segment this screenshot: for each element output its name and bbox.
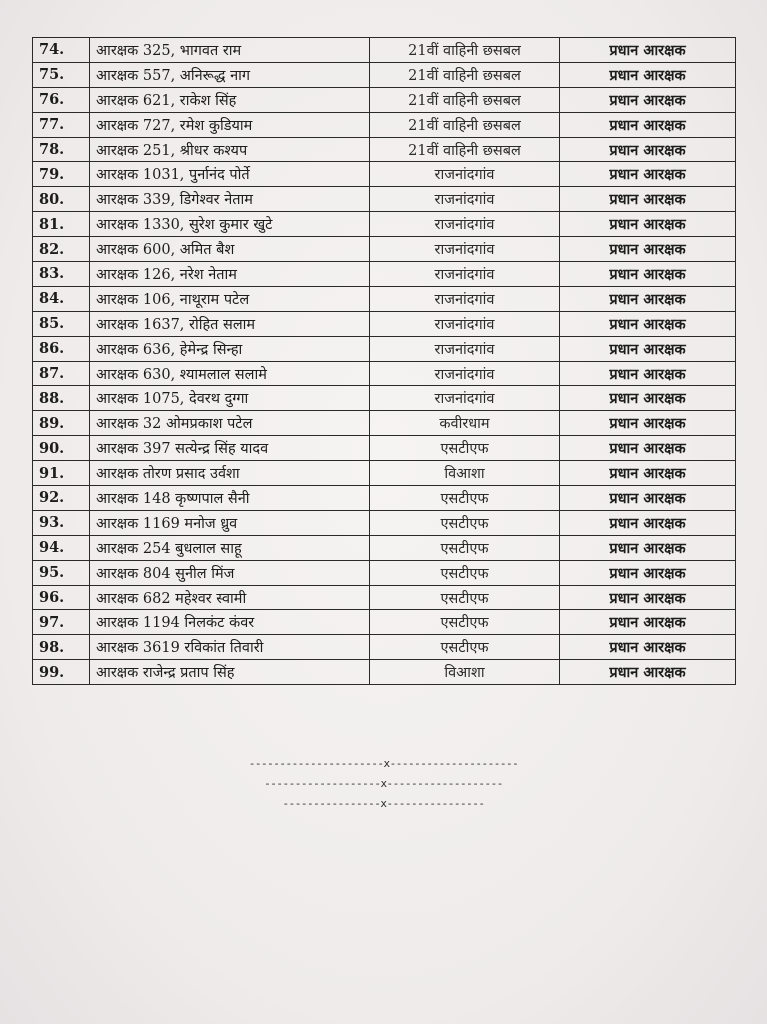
post-cell: प्रधान आरक्षक (560, 237, 736, 262)
unit-cell: विआशा (370, 660, 560, 685)
post-cell: प्रधान आरक्षक (560, 137, 736, 162)
name-cell: आरक्षक 682 महेश्वर स्वामी (90, 585, 370, 610)
table-row (33, 436, 736, 461)
unit-cell: राजनांदगांव (370, 386, 560, 411)
serial-number-cell: 99. (33, 660, 90, 685)
post-cell: प्रधान आरक्षक (560, 660, 736, 685)
table-row (33, 585, 736, 610)
name-cell: आरक्षक राजेन्द्र प्रताप सिंह (90, 660, 370, 685)
post-cell: प्रधान आरक्षक (560, 386, 736, 411)
post-cell: प्रधान आरक्षक (560, 361, 736, 386)
post-cell: प्रधान आरक्षक (560, 212, 736, 237)
table-row (33, 112, 736, 137)
serial-number-cell: 80. (33, 187, 90, 212)
serial-number-cell: 94. (33, 535, 90, 560)
serial-number-cell: 93. (33, 510, 90, 535)
serial-number-cell: 75. (33, 62, 90, 87)
unit-cell: राजनांदगांव (370, 187, 560, 212)
table-row (33, 286, 736, 311)
serial-number-cell: 88. (33, 386, 90, 411)
name-cell: आरक्षक 636, हेमेन्द्र सिन्हा (90, 336, 370, 361)
serial-number-cell: 92. (33, 486, 90, 511)
name-cell: आरक्षक 1031, पुर्नानंद पोर्ते (90, 162, 370, 187)
unit-cell: एसटीएफ (370, 610, 560, 635)
serial-number-cell: 95. (33, 560, 90, 585)
post-cell: प्रधान आरक्षक (560, 62, 736, 87)
post-cell: प्रधान आरक्षक (560, 336, 736, 361)
serial-number-cell: 86. (33, 336, 90, 361)
name-cell: आरक्षक 621, राकेश सिंह (90, 87, 370, 112)
unit-cell: 21वीं वाहिनी छसबल (370, 38, 560, 63)
table-row (33, 212, 736, 237)
unit-cell: राजनांदगांव (370, 286, 560, 311)
table-row (33, 187, 736, 212)
post-cell: प्रधान आरक्षक (560, 486, 736, 511)
table-row (33, 635, 736, 660)
serial-number-cell: 79. (33, 162, 90, 187)
name-cell: आरक्षक 1075, देवरथ दुग्गा (90, 386, 370, 411)
post-cell: प्रधान आरक्षक (560, 560, 736, 585)
post-cell: प्रधान आरक्षक (560, 38, 736, 63)
table-row (33, 411, 736, 436)
unit-cell: राजनांदगांव (370, 237, 560, 262)
end-mark-2: -------------------x------------------- (264, 777, 503, 790)
name-cell: आरक्षक 1637, रोहित सलाम (90, 311, 370, 336)
name-cell: आरक्षक 32 ओमप्रकाश पटेल (90, 411, 370, 436)
unit-cell: एसटीएफ (370, 635, 560, 660)
post-cell: प्रधान आरक्षक (560, 535, 736, 560)
name-cell: आरक्षक 600, अमित बैश (90, 237, 370, 262)
table-row (33, 87, 736, 112)
name-cell: आरक्षक 630, श्यामलाल सलामे (90, 361, 370, 386)
post-cell: प्रधान आरक्षक (560, 510, 736, 535)
unit-cell: विआशा (370, 461, 560, 486)
table-row (33, 660, 736, 685)
table-row (33, 262, 736, 287)
unit-cell: राजनांदगांव (370, 311, 560, 336)
unit-cell: एसटीएफ (370, 560, 560, 585)
unit-cell: 21वीं वाहिनी छसबल (370, 112, 560, 137)
serial-number-cell: 74. (33, 38, 90, 63)
name-cell: आरक्षक 1169 मनोज ध्रुव (90, 510, 370, 535)
post-cell: प्रधान आरक्षक (560, 286, 736, 311)
name-cell: आरक्षक 727, रमेश कुडियाम (90, 112, 370, 137)
serial-number-cell: 90. (33, 436, 90, 461)
table-row (33, 560, 736, 585)
post-cell: प्रधान आरक्षक (560, 311, 736, 336)
name-cell: आरक्षक 251, श्रीधर कश्यप (90, 137, 370, 162)
name-cell: आरक्षक तोरण प्रसाद उर्वशा (90, 461, 370, 486)
table-row (33, 137, 736, 162)
unit-cell: एसटीएफ (370, 535, 560, 560)
unit-cell: राजनांदगांव (370, 336, 560, 361)
table-row (33, 162, 736, 187)
serial-number-cell: 85. (33, 311, 90, 336)
name-cell: आरक्षक 1330, सुरेश कुमार खुटे (90, 212, 370, 237)
unit-cell: राजनांदगांव (370, 262, 560, 287)
post-cell: प्रधान आरक्षक (560, 436, 736, 461)
unit-cell: राजनांदगांव (370, 361, 560, 386)
serial-number-cell: 97. (33, 610, 90, 635)
unit-cell: 21वीं वाहिनी छसबल (370, 87, 560, 112)
serial-number-cell: 76. (33, 87, 90, 112)
serial-number-cell: 77. (33, 112, 90, 137)
table-row (33, 535, 736, 560)
name-cell: आरक्षक 148 कृष्णपाल सैनी (90, 486, 370, 511)
unit-cell: एसटीएफ (370, 486, 560, 511)
unit-cell: एसटीएफ (370, 436, 560, 461)
table-row (33, 610, 736, 635)
serial-number-cell: 98. (33, 635, 90, 660)
post-cell: प्रधान आरक्षक (560, 461, 736, 486)
post-cell: प्रधान आरक्षक (560, 585, 736, 610)
unit-cell: एसटीएफ (370, 585, 560, 610)
serial-number-cell: 96. (33, 585, 90, 610)
unit-cell: 21वीं वाहिनी छसबल (370, 137, 560, 162)
post-cell: प्रधान आरक्षक (560, 112, 736, 137)
post-cell: प्रधान आरक्षक (560, 187, 736, 212)
table-row (33, 38, 736, 63)
table-row (33, 237, 736, 262)
table-row (33, 62, 736, 87)
name-cell: आरक्षक 339, डिगेश्वर नेताम (90, 187, 370, 212)
table-row (33, 311, 736, 336)
name-cell: आरक्षक 106, नाथूराम पटेल (90, 286, 370, 311)
name-cell: आरक्षक 3619 रविकांत तिवारी (90, 635, 370, 660)
unit-cell: राजनांदगांव (370, 212, 560, 237)
post-cell: प्रधान आरक्षक (560, 87, 736, 112)
serial-number-cell: 84. (33, 286, 90, 311)
unit-cell: कवीरधाम (370, 411, 560, 436)
serial-number-cell: 91. (33, 461, 90, 486)
name-cell: आरक्षक 804 सुनील मिंज (90, 560, 370, 585)
post-cell: प्रधान आरक्षक (560, 162, 736, 187)
name-cell: आरक्षक 557, अनिरूद्ध नाग (90, 62, 370, 87)
name-cell: आरक्षक 397 सत्येन्द्र सिंह यादव (90, 436, 370, 461)
post-cell: प्रधान आरक्षक (560, 635, 736, 660)
table-row (33, 461, 736, 486)
unit-cell: राजनांदगांव (370, 162, 560, 187)
end-mark-3: ----------------x---------------- (282, 797, 485, 810)
serial-number-cell: 82. (33, 237, 90, 262)
name-cell: आरक्षक 126, नरेश नेताम (90, 262, 370, 287)
name-cell: आरक्षक 325, भागवत राम (90, 38, 370, 63)
table-row (33, 361, 736, 386)
serial-number-cell: 87. (33, 361, 90, 386)
name-cell: आरक्षक 254 बुधलाल साहू (90, 535, 370, 560)
roster-table (32, 37, 736, 685)
table-row (33, 386, 736, 411)
table-row (33, 486, 736, 511)
table-row (33, 336, 736, 361)
post-cell: प्रधान आरक्षक (560, 610, 736, 635)
serial-number-cell: 83. (33, 262, 90, 287)
end-mark-1: ----------------------x--------------------- (248, 757, 519, 770)
serial-number-cell: 81. (33, 212, 90, 237)
unit-cell: एसटीएफ (370, 510, 560, 535)
serial-number-cell: 78. (33, 137, 90, 162)
unit-cell: 21वीं वाहिनी छसबल (370, 62, 560, 87)
serial-number-cell: 89. (33, 411, 90, 436)
roster-body (33, 38, 736, 685)
table-row (33, 510, 736, 535)
post-cell: प्रधान आरक्षक (560, 262, 736, 287)
name-cell: आरक्षक 1194 निलकंट कंवर (90, 610, 370, 635)
post-cell: प्रधान आरक्षक (560, 411, 736, 436)
